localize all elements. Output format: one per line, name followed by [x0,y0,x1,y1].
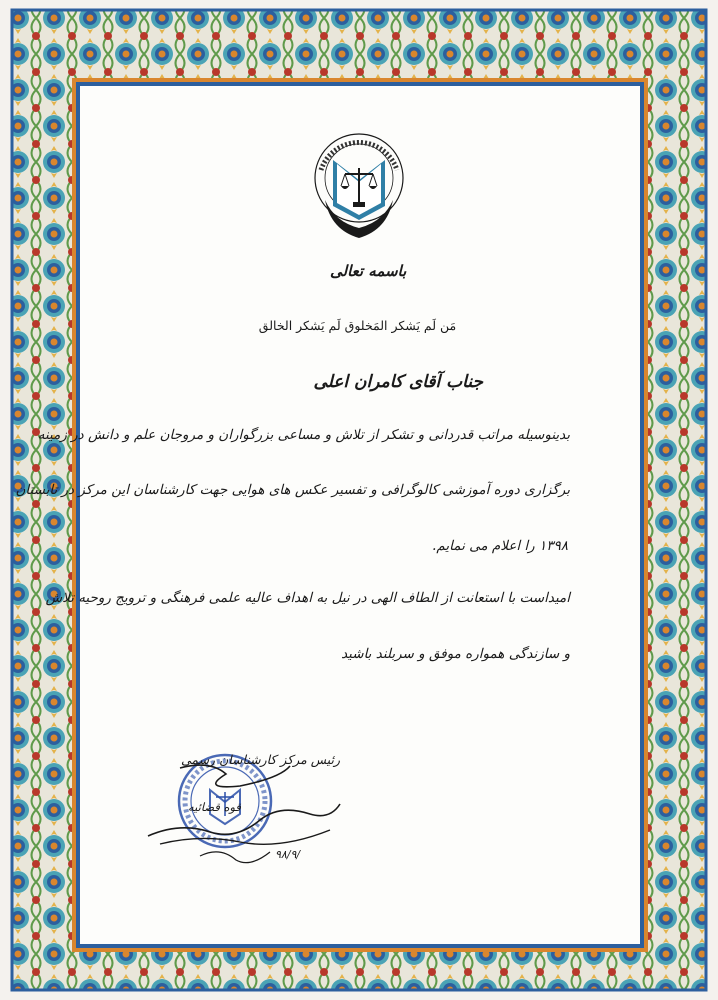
invocation-heading: باسمه تعالی [330,262,407,280]
addressee: جناب آقای کامران اعلی [313,372,483,392]
signatory-name: قوه قضائیه [188,800,241,814]
body-line: و سازندگی همواره موفق و سربلند باشید [341,646,570,662]
signatory-title: رئیس مرکز کارشناسان رسمی [180,752,340,767]
handwritten-signature [140,760,350,880]
body-line: بدینوسیله مراتب قدردانی و تشکر از تلاش و مساعی بزرگواران و مروجان علم و دانش در زمینه [37,427,570,443]
body-line: ۱۳۹۸ را اعلام می نمایم. [432,538,568,554]
body-line: برگزاری دوره آموزشی کالوگرافی و تفسیر عکس های هوایی جهت کارشناسان این مرکز در تابستان [15,482,570,498]
emblem-logo [311,130,407,248]
body-line: امیداست با استعانت از الطاف الهی در نیل به اهداف عالیه علمی فرهنگی و ترویج روحیه تلاش [45,590,570,606]
signature-date: ۹۸/۹/ [275,848,301,861]
hadith-quote: مَن لَم یَشکر المَخلوق لَم یَشکر الخالق [258,318,457,333]
